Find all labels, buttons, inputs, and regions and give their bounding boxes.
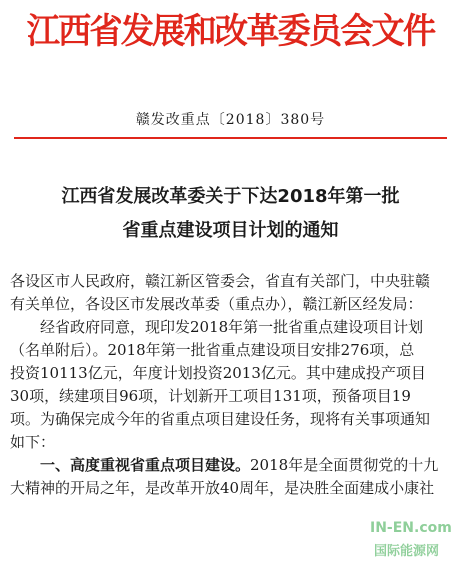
notice-title-line-2: 省重点建设项目计划的通知 (122, 220, 339, 241)
section-one-heading: 一、高度重视省重点项目建设。 (40, 456, 251, 474)
paragraph-line: 如下： (10, 433, 56, 451)
paragraph-line: 大精神的开局之年，是改革开放40周年，是决胜全面建成小康社 (10, 479, 435, 497)
addressee-line: 有关单位，各设区市发展改革委（重点办），赣江新区经发局： (10, 295, 423, 313)
paragraph-line: 30项，续建项目96项，计划新开工项目131项，预备项目19 (10, 387, 411, 405)
watermark-sub-text: 国际能源网 (374, 544, 440, 559)
paragraph-line: 经省政府同意，现印发2018年第一批省重点建设项目计划 (40, 318, 424, 336)
paragraph-line: （名单附后）。2018年第一批省重点建设项目安排276项，总 (10, 341, 415, 359)
addressee-line: 各设区市人民政府，赣江新区管委会，省直有关部门，中央驻赣 (10, 272, 431, 290)
paragraph-line: 项。为确保完成今年的省重点项目建设任务，现将有关事项通知 (10, 410, 431, 428)
paragraph-line: 投资10113亿元，年度计划投资2013亿元。其中建成投产项目 (10, 364, 426, 382)
masthead-title: 江西省发展和改革委员会文件 (26, 12, 435, 52)
notice-title-line-1: 江西省发展改革委关于下达2018年第一批 (61, 186, 400, 207)
red-divider-rule (14, 137, 447, 139)
watermark-logo-text: IN-EN.com (370, 520, 452, 536)
notice-body (10, 270, 452, 500)
site-watermark (370, 518, 460, 562)
section-one-text: 2018年是全面贯彻党的十九 (250, 456, 439, 474)
document-number: 赣发改重点〔2018〕380号 (135, 112, 326, 128)
section-one-line (10, 454, 452, 477)
